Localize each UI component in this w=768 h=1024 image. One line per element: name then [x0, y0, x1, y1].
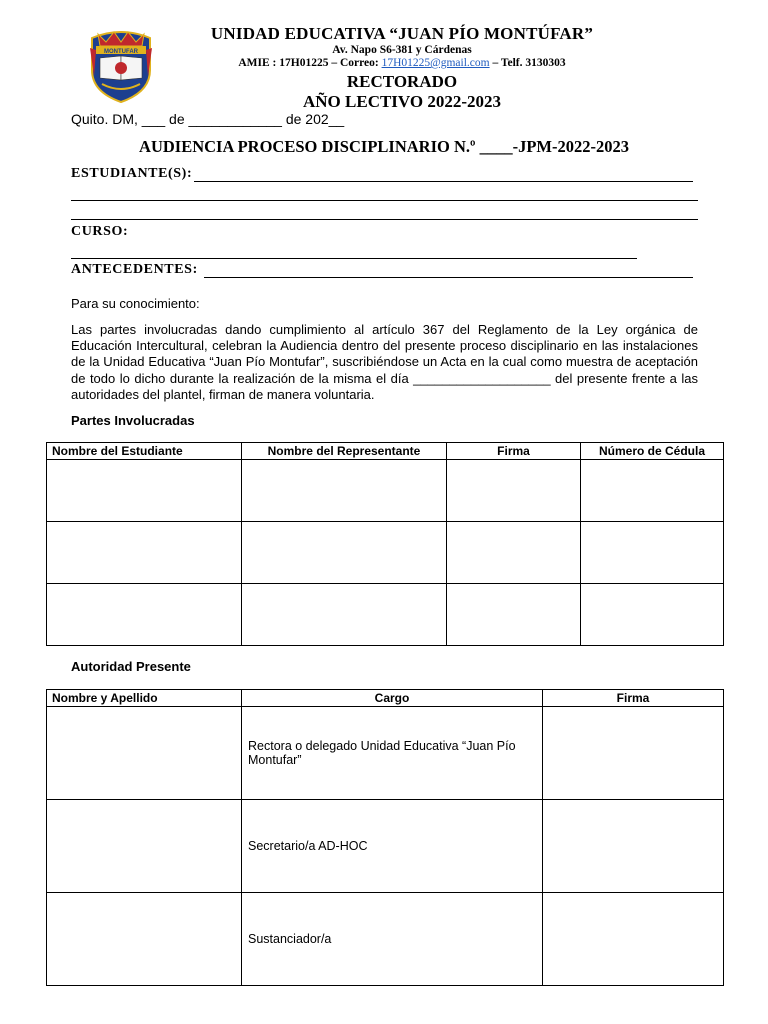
role-cell: Rectora o delegado Unidad Educativa “Juan Pío Montufar”	[242, 707, 543, 800]
id-number-cell[interactable]	[581, 584, 724, 646]
table-header-row	[47, 443, 724, 460]
main-paragraph: Las partes involucradas dando cumplimiento al artículo 367 del Reglamento de la Ley orgánica de Educación Intercultural, celebran la Audiencia dentro del presente proceso disciplinario en las instalaciones de la Unidad Educativa “Juan Pío Montufar”, suscribiéndose un Acta en la cual como muestra de aceptación de todo lo dicho durante la realización de la misma el día ___________________ del presente frente a las autoridades del plantel, firman de manera voluntaria.	[71, 322, 698, 402]
role-cell: Sustanciador/a	[242, 893, 543, 986]
student-name-cell[interactable]	[47, 522, 242, 584]
student-line-3[interactable]	[71, 219, 698, 220]
authority-table	[46, 689, 724, 986]
course-line[interactable]	[71, 258, 637, 259]
table-row	[47, 584, 724, 646]
table-row	[47, 800, 724, 893]
school-year: AÑO LECTIVO 2022-2023	[302, 92, 501, 111]
office-title: RECTORADO	[346, 72, 458, 91]
school-address: Av. Napo S6-381 y Cárdenas	[332, 44, 472, 56]
student-label: ESTUDIANTE(S):	[71, 166, 193, 181]
column-header: Nombre del Representante	[242, 443, 447, 460]
representative-name-cell[interactable]	[242, 460, 447, 522]
authority-heading: Autoridad Presente	[71, 659, 191, 674]
table-row	[47, 522, 724, 584]
course-label: CURSO:	[71, 224, 129, 239]
column-header: Número de Cédula	[581, 443, 724, 460]
column-header: Nombre del Estudiante	[47, 443, 242, 460]
id-number-cell[interactable]	[581, 460, 724, 522]
authority-name-cell[interactable]	[47, 800, 242, 893]
parties-table	[46, 442, 724, 646]
parties-heading: Partes Involucradas	[71, 413, 195, 428]
authority-name-cell[interactable]	[47, 893, 242, 986]
email-link[interactable]: 17H01225@gmail.com	[381, 57, 490, 69]
phone-number: – Telf. 3130303	[489, 57, 566, 69]
school-name: UNIDAD EDUCATIVA “JUAN PÍO MONTÚFAR”	[210, 24, 594, 43]
table-header-row	[47, 690, 724, 707]
table-row	[47, 460, 724, 522]
id-number-cell[interactable]	[581, 522, 724, 584]
table-row	[47, 893, 724, 986]
background-line[interactable]	[204, 277, 693, 278]
signature-cell[interactable]	[543, 800, 724, 893]
contact-line	[18, 57, 768, 69]
table-row	[47, 707, 724, 800]
signature-cell[interactable]	[543, 707, 724, 800]
student-line-2[interactable]	[71, 200, 698, 201]
signature-cell[interactable]	[447, 522, 581, 584]
role-cell: Secretario/a AD-HOC	[242, 800, 543, 893]
column-header: Cargo	[242, 690, 543, 707]
column-header: Firma	[543, 690, 724, 707]
logo-lettering: MONTUFAR	[104, 49, 138, 55]
document-title: AUDIENCIA PROCESO DISCIPLINARIO N.º ____-JPM-2022-2023	[139, 137, 629, 156]
representative-name-cell[interactable]	[242, 522, 447, 584]
date-line: Quito. DM, ___ de ____________ de 202__	[71, 111, 345, 127]
intro-text: Para su conocimiento:	[71, 296, 200, 311]
column-header: Firma	[447, 443, 581, 460]
representative-name-cell[interactable]	[242, 584, 447, 646]
amie-code: AMIE : 17H01225 – Correo:	[238, 57, 382, 69]
student-name-cell[interactable]	[47, 460, 242, 522]
student-line-1[interactable]	[194, 181, 693, 182]
column-header: Nombre y Apellido	[47, 690, 242, 707]
signature-cell[interactable]	[543, 893, 724, 986]
student-name-cell[interactable]	[47, 584, 242, 646]
signature-cell[interactable]	[447, 584, 581, 646]
authority-name-cell[interactable]	[47, 707, 242, 800]
signature-cell[interactable]	[447, 460, 581, 522]
background-label: ANTECEDENTES:	[71, 262, 198, 277]
